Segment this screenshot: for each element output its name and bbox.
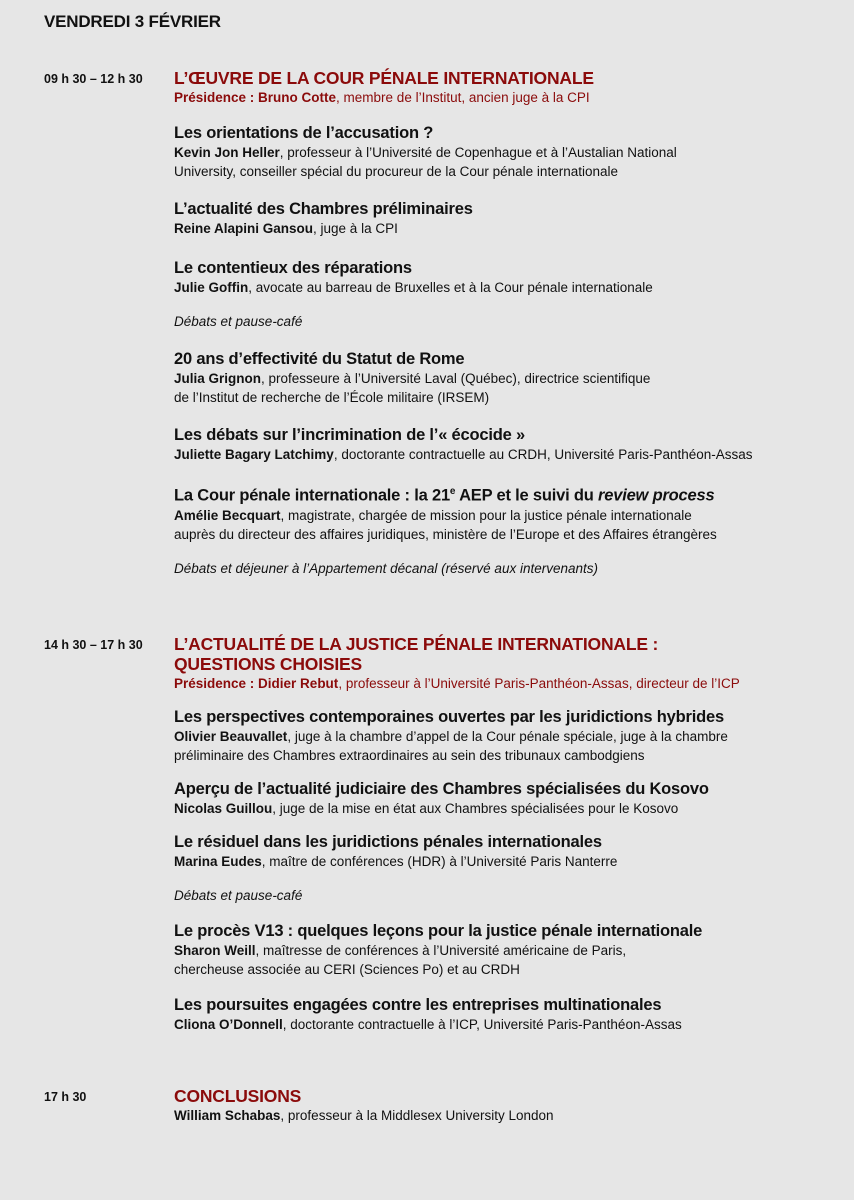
break-note: Débats et pause-café: [174, 314, 303, 329]
break-note: Débats et déjeuner à l’Appartement décanal (réservé aux intervenants): [174, 560, 598, 576]
talk-title: Les perspectives contemporaines ouvertes par les juridictions hybrides: [174, 708, 724, 726]
session-content: [174, 634, 834, 1034]
conclusion-speaker: William Schabas, professeur à la Middlesex University London: [174, 1108, 554, 1123]
session-presidence: Présidence : Didier Rebut, professeur à l’Université Paris-Panthéon-Assas, directeur de l’ICP: [174, 676, 740, 691]
talk-item: [174, 921, 834, 979]
talk-item: [174, 707, 834, 765]
talk-item: [174, 482, 834, 544]
talk-item: [174, 425, 834, 464]
day-title: VENDREDI 3 FÉVRIER: [44, 12, 221, 31]
talk-speaker-cont: de l’Institut de recherche de l’École militaire (IRSEM): [174, 390, 490, 405]
president-name: Bruno Cotte: [258, 90, 337, 105]
session-time: 09 h 30 – 12 h 30: [44, 72, 143, 86]
talk-item: [174, 123, 834, 181]
talk-title: L’actualité des Chambres préliminaires: [174, 200, 473, 218]
president-name: Didier Rebut: [258, 676, 339, 691]
talk-speaker: Olivier Beauvallet, juge à la chambre d’appel de la Cour pénale spéciale, juge à la chambre: [174, 729, 728, 744]
session-presidence: Présidence : Bruno Cotte, membre de l’Institut, ancien juge à la CPI: [174, 90, 590, 105]
talk-item: [174, 779, 834, 818]
session-content: [174, 1086, 834, 1125]
talk-speaker: Marina Eudes, maître de conférences (HDR) à l’Université Paris Nanterre: [174, 854, 618, 869]
talk-item: [174, 832, 834, 871]
talk-speaker: Juliette Bagary Latchimy, doctorante contractuelle au CRDH, Université Paris-Panthéon-Assas: [174, 447, 753, 462]
talk-speaker: Amélie Becquart, magistrate, chargée de mission pour la justice pénale internationale: [174, 507, 692, 523]
talk-speaker: Reine Alapini Gansou, juge à la CPI: [174, 221, 398, 236]
session-title: L’ŒUVRE DE LA COUR PÉNALE INTERNATIONALE: [174, 68, 594, 88]
talk-speaker: Cliona O’Donnell, doctorante contractuelle à l’ICP, Université Paris-Panthéon-Assas: [174, 1017, 682, 1032]
talk-speaker-cont: préliminaire des Chambres extraordinaires au sein des tribunaux cambodgiens: [174, 748, 645, 763]
session-title: L’ACTUALITÉ DE LA JUSTICE PÉNALE INTERNATIONALE :: [174, 634, 659, 654]
talk-title: Aperçu de l’actualité judiciaire des Chambres spécialisées du Kosovo: [174, 780, 709, 798]
break-note: Débats et pause-café: [174, 888, 303, 903]
talk-speaker-cont: University, conseiller spécial du procureur de la Cour pénale internationale: [174, 164, 618, 179]
talk-title: Le procès V13 : quelques leçons pour la justice pénale internationale: [174, 922, 703, 940]
session-title-cont: QUESTIONS CHOISIES: [174, 654, 362, 674]
session-time: 14 h 30 – 17 h 30: [44, 638, 143, 652]
talk-title: 20 ans d’effectivité du Statut de Rome: [174, 350, 465, 368]
talk-item: [174, 199, 834, 238]
session-time: 17 h 30: [44, 1090, 87, 1104]
talk-title: Les poursuites engagées contre les entreprises multinationales: [174, 996, 662, 1014]
talk-title: Le contentieux des réparations: [174, 259, 412, 277]
talk-speaker-cont: auprès du directeur des affaires juridiques, ministère de l’Europe et des Affaires étrangères: [174, 526, 717, 542]
talk-item: [174, 995, 834, 1034]
talk-speaker: Julie Goffin, avocate au barreau de Bruxelles et à la Cour pénale internationale: [174, 280, 653, 295]
talk-speaker: Julia Grignon, professeure à l’Université Laval (Québec), directrice scientifique: [174, 371, 651, 386]
talk-speaker: Nicolas Guillou, juge de la mise en état aux Chambres spécialisées pour le Kosovo: [174, 801, 679, 816]
session-content: [174, 68, 834, 578]
talk-title: Le résiduel dans les juridictions pénales internationales: [174, 833, 602, 851]
talk-speaker: Kevin Jon Heller, professeur à l’Université de Copenhague et à l’Austalian National: [174, 145, 677, 160]
talk-speaker-cont: chercheuse associée au CERI (Sciences Po) et au CRDH: [174, 962, 520, 977]
session-title: CONCLUSIONS: [174, 1086, 302, 1106]
talk-title: Les débats sur l’incrimination de l’« écocide »: [174, 426, 525, 444]
talk-item: [174, 349, 834, 407]
talk-speaker: Sharon Weill, maîtresse de conférences à l’Université américaine de Paris,: [174, 943, 627, 958]
talk-item: [174, 258, 834, 297]
talk-title: Les orientations de l’accusation ?: [174, 124, 434, 142]
talk-title: La Cour pénale internationale : la 21e AEP et le suivi du review process: [174, 486, 715, 505]
